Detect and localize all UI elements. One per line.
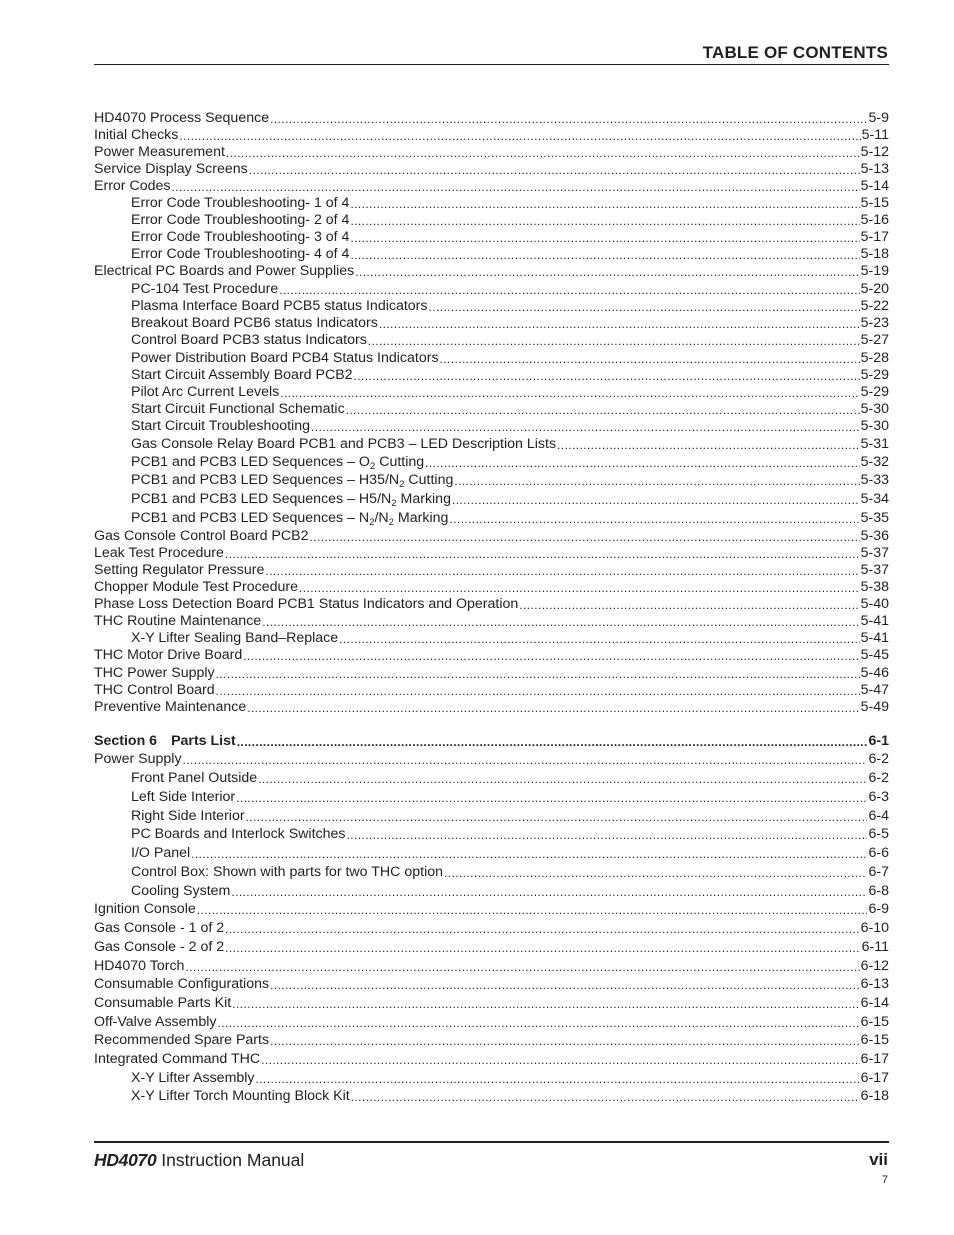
toc-entry-text: THC Motor Drive Board xyxy=(94,647,243,663)
toc-page-number: 5-14 xyxy=(860,178,889,194)
dot-leader xyxy=(256,1072,860,1086)
dot-leader xyxy=(191,847,867,861)
toc-page-number: 5-33 xyxy=(860,472,889,488)
toc-entry-title xyxy=(94,733,236,749)
toc-entry-title xyxy=(131,298,428,314)
toc-entry-text: Error Code Troubleshooting- 4 of 4 xyxy=(131,246,350,262)
toc-entry[interactable] xyxy=(94,611,889,629)
toc-entry-title xyxy=(94,579,298,595)
toc-page-number: 5-41 xyxy=(860,613,889,629)
toc-entry-text: PCB1 and PCB3 LED Sequences – O xyxy=(131,454,370,470)
toc-entry-text: Start Circuit Assembly Board PCB2 xyxy=(131,367,353,383)
toc-page-number: 5-13 xyxy=(860,161,889,177)
dot-leader xyxy=(339,632,859,646)
toc-page-number: 5-37 xyxy=(860,545,889,561)
toc-page-number: 5-12 xyxy=(860,144,889,160)
dot-leader xyxy=(258,772,867,786)
toc-entry-title xyxy=(94,682,215,698)
toc-page-number: 5-29 xyxy=(860,367,889,383)
toc-entry[interactable] xyxy=(94,680,889,698)
toc-entry-text: Gas Console - 1 of 2 xyxy=(94,920,225,936)
toc-page-number: 5-22 xyxy=(860,298,889,314)
dot-leader xyxy=(225,922,859,936)
toc-page-number: 5-20 xyxy=(860,281,889,297)
toc-page-number: 6-5 xyxy=(868,826,889,842)
toc-entry-title xyxy=(131,826,346,842)
dot-leader xyxy=(440,352,860,366)
toc-entry-title xyxy=(94,976,269,992)
toc-entry-title xyxy=(94,545,224,561)
toc-page-number: 5-46 xyxy=(860,665,889,681)
toc-entry-text: THC Routine Maintenance xyxy=(94,613,262,629)
toc-entry[interactable] xyxy=(94,749,889,767)
toc-entry-text: Power Supply xyxy=(94,751,182,767)
dot-leader xyxy=(280,386,859,400)
dot-leader xyxy=(311,420,860,434)
toc-entry-title xyxy=(94,1051,260,1067)
toc-page-number: 5-36 xyxy=(860,528,889,544)
toc-entry-title xyxy=(131,491,451,507)
toc-page-number: 5-32 xyxy=(860,454,889,470)
toc-entry[interactable] xyxy=(94,956,889,974)
toc-subentry[interactable] xyxy=(94,193,889,211)
page-header-title: TABLE OF CONTENTS xyxy=(702,43,888,62)
toc-entry-title xyxy=(94,665,215,681)
toc-entry[interactable] xyxy=(94,974,889,992)
toc-entry[interactable] xyxy=(94,937,889,955)
toc-entry-text: HD4070 Process Sequence xyxy=(94,110,270,126)
toc-entry-text: Front Panel Outside xyxy=(131,770,258,786)
toc-subentry[interactable] xyxy=(94,862,889,880)
toc-entry[interactable] xyxy=(94,993,889,1011)
toc-page-number: 5-9 xyxy=(868,110,889,126)
dot-leader xyxy=(270,978,860,992)
toc-page-number: 6-11 xyxy=(861,939,889,955)
toc-page-number: 5-30 xyxy=(860,401,889,417)
toc-page-number: 6-15 xyxy=(860,1032,889,1048)
toc-entry-text: PC Boards and Interlock Switches xyxy=(131,826,346,842)
toc-entry-text: Right Side Interior xyxy=(131,808,245,824)
toc-subentry[interactable] xyxy=(94,787,889,805)
dot-leader xyxy=(347,828,868,842)
toc-entry-text: Recommended Spare Parts xyxy=(94,1032,270,1048)
toc-subentry[interactable] xyxy=(94,452,889,470)
toc-entry-title xyxy=(131,195,349,211)
toc-subentry[interactable] xyxy=(94,628,889,646)
dot-leader xyxy=(449,512,859,526)
toc-page-number: 5-35 xyxy=(860,510,889,526)
toc-entry-text: Power Distribution Board PCB4 Status Indicators xyxy=(131,350,439,366)
toc-entry-text-cont: /N xyxy=(374,510,389,526)
dot-leader xyxy=(429,300,860,314)
toc-entry-title xyxy=(131,1070,255,1086)
dot-leader xyxy=(354,369,860,383)
dot-leader xyxy=(261,1053,859,1067)
toc-entry-title xyxy=(131,315,378,331)
toc-entry-text-cont: Cutting xyxy=(404,472,454,488)
toc-subentry[interactable] xyxy=(94,881,889,899)
dot-leader xyxy=(368,334,860,348)
toc-entry[interactable] xyxy=(94,261,889,279)
dot-leader xyxy=(236,791,867,805)
dot-leader xyxy=(216,667,860,681)
toc-page-number: 6-14 xyxy=(860,995,889,1011)
footer-manual-title xyxy=(94,1150,304,1171)
toc-entry-title xyxy=(94,958,184,974)
toc-page-number: 5-15 xyxy=(860,195,889,211)
dot-leader xyxy=(262,615,859,629)
toc-entry-title xyxy=(131,436,556,452)
toc-entry-text: THC Power Supply xyxy=(94,665,215,681)
toc-page-number: 5-38 xyxy=(860,579,889,595)
toc-entry-text: PCB1 and PCB3 LED Sequences – H35/N xyxy=(131,472,400,488)
toc-entry-text: Control Board PCB3 status Indicators xyxy=(131,332,367,348)
toc-page-number: 6-18 xyxy=(860,1088,889,1104)
toc-page-number: 5-37 xyxy=(860,562,889,578)
dot-leader xyxy=(185,960,859,974)
toc-subentry[interactable] xyxy=(94,313,889,331)
toc-entry-text: Chopper Module Test Procedure xyxy=(94,579,298,595)
dot-leader xyxy=(355,265,859,279)
toc-page-number: 6-15 xyxy=(860,1014,889,1030)
toc-entry-text: X-Y Lifter Sealing Band–Replace xyxy=(131,630,339,646)
toc-entry[interactable] xyxy=(94,577,889,595)
toc-page-number: 6-6 xyxy=(868,845,889,861)
toc-subentry[interactable] xyxy=(94,348,889,366)
toc-entry-text-cont: Marking xyxy=(393,510,449,526)
toc-entry[interactable] xyxy=(94,1030,889,1048)
toc-entry-text: Leak Test Procedure xyxy=(94,545,224,561)
toc-entry[interactable] xyxy=(94,1049,889,1067)
toc-entry[interactable] xyxy=(94,543,889,561)
toc-entry-title xyxy=(94,528,309,544)
toc-entry[interactable] xyxy=(94,663,889,681)
dot-leader xyxy=(454,474,859,488)
dot-leader xyxy=(519,598,859,612)
toc-entry-text: Start Circuit Troubleshooting xyxy=(131,418,311,434)
toc-entry-title xyxy=(131,883,230,899)
toc-page-number: 6-12 xyxy=(860,958,889,974)
toc-entry-title xyxy=(131,281,278,297)
toc-subentry[interactable] xyxy=(94,824,889,842)
dot-leader xyxy=(237,735,868,749)
toc-page-number: 6-10 xyxy=(860,920,889,936)
toc-subentry[interactable] xyxy=(94,227,889,245)
toc-entry-title xyxy=(131,510,448,526)
dot-leader xyxy=(231,885,867,899)
footer-divider xyxy=(94,1141,889,1143)
toc-entry-text: Error Code Troubleshooting- 1 of 4 xyxy=(131,195,350,211)
toc-entry-title xyxy=(131,212,349,228)
toc-entry-title xyxy=(131,401,345,417)
toc-page-number: 6-8 xyxy=(868,883,889,899)
toc-subentry[interactable] xyxy=(94,330,889,348)
toc-entry-text: Initial Checks xyxy=(94,127,179,143)
toc-entry-text: Start Circuit Functional Schematic xyxy=(131,401,345,417)
toc-page-number: 5-45 xyxy=(860,647,889,663)
toc-page-number: 5-41 xyxy=(860,630,889,646)
toc-section-heading[interactable] xyxy=(94,731,889,749)
dot-leader xyxy=(346,403,860,417)
toc-subentry[interactable] xyxy=(94,806,889,824)
dot-leader xyxy=(226,146,860,160)
toc-entry-title xyxy=(131,229,349,245)
toc-entry-text: Left Side Interior xyxy=(131,789,236,805)
toc-entry-text: Section 6 xyxy=(94,733,158,749)
toc-entry-title xyxy=(94,901,196,917)
toc-page-number: 6-17 xyxy=(860,1051,889,1067)
toc-entry-title xyxy=(94,263,354,279)
toc-page-number: 5-47 xyxy=(860,682,889,698)
toc-entry[interactable] xyxy=(94,899,889,917)
toc-entry[interactable] xyxy=(94,142,889,160)
toc-page-number: 5-19 xyxy=(860,263,889,279)
toc-entry-text: Integrated Command THC xyxy=(94,1051,261,1067)
toc-entry-text: Off-Valve Assembly xyxy=(94,1014,217,1030)
toc-page-number: 5-18 xyxy=(860,246,889,262)
toc-entry-text: Breakout Board PCB6 status Indicators xyxy=(131,315,378,331)
toc-entry-title xyxy=(131,472,453,488)
toc-entry-title xyxy=(131,770,257,786)
toc-page-number: 5-49 xyxy=(860,699,889,715)
dot-leader xyxy=(452,493,860,507)
subscript: 2 xyxy=(369,517,375,528)
subscript: 2 xyxy=(399,479,405,490)
toc-entry-text-cont: Marking xyxy=(396,491,451,507)
dot-leader xyxy=(249,163,860,177)
dot-leader xyxy=(246,810,868,824)
toc-page-number: 5-16 xyxy=(860,212,889,228)
dot-leader xyxy=(243,649,859,663)
dot-leader xyxy=(216,684,860,698)
dot-leader xyxy=(179,129,860,143)
toc-page-number: 5-29 xyxy=(860,384,889,400)
toc-entry-text: Power Measurement xyxy=(94,144,225,160)
subscript: 2 xyxy=(391,498,397,509)
toc-subentry[interactable] xyxy=(94,296,889,314)
toc-entry-title xyxy=(131,864,443,880)
footer-manual-label: Instruction Manual xyxy=(156,1150,305,1170)
toc-entry-title xyxy=(94,127,178,143)
toc-entry-text: Electrical PC Boards and Power Supplies xyxy=(94,263,355,279)
footer-page-number: 7 xyxy=(881,1174,888,1186)
toc-page-number: 5-23 xyxy=(860,315,889,331)
toc-entry-title xyxy=(94,920,224,936)
toc-entry-title xyxy=(94,751,182,767)
toc-entry-text: PCB1 and PCB3 LED Sequences – N xyxy=(131,510,370,526)
subscript: 2 xyxy=(369,461,376,472)
toc-entry-text: PCB1 and PCB3 LED Sequences – H5/N xyxy=(131,491,392,507)
toc-entry-title xyxy=(131,350,439,366)
toc-entry-title xyxy=(131,384,279,400)
dot-leader xyxy=(247,701,859,715)
toc-entry-title xyxy=(131,246,349,262)
toc-subentry[interactable] xyxy=(94,434,889,452)
toc-entry-title xyxy=(131,630,338,646)
toc-entry[interactable] xyxy=(94,159,889,177)
toc-subentry[interactable] xyxy=(94,399,889,417)
toc-page-number: 6-1 xyxy=(868,733,889,749)
toc-entry-title xyxy=(131,454,424,470)
toc-entry-title xyxy=(131,332,367,348)
toc-entry-text: Preventive Maintenance xyxy=(94,699,247,715)
toc-subentry[interactable] xyxy=(94,1068,889,1086)
dot-leader xyxy=(350,197,859,211)
toc-entry[interactable] xyxy=(94,560,889,578)
toc-entry-text: Setting Regulator Pressure xyxy=(94,562,265,578)
dot-leader xyxy=(350,231,859,245)
toc-page-number: 5-28 xyxy=(860,350,889,366)
toc-page-number: 6-2 xyxy=(868,751,889,767)
toc-subentry[interactable] xyxy=(94,416,889,434)
dot-leader xyxy=(310,530,860,544)
toc-entry[interactable] xyxy=(94,594,889,612)
toc-entry-title xyxy=(94,178,170,194)
toc-entry-title xyxy=(94,1032,269,1048)
toc-entry-text-cont: Cutting xyxy=(375,454,425,470)
toc-entry[interactable] xyxy=(94,918,889,936)
toc-entry-title xyxy=(94,1014,216,1030)
toc-entry[interactable] xyxy=(94,176,889,194)
toc-entry-title xyxy=(94,699,246,715)
toc-entry-title xyxy=(131,845,190,861)
toc-entry-text: Service Display Screens xyxy=(94,161,248,177)
toc-page-number: 6-13 xyxy=(860,976,889,992)
toc-entry-text: Pilot Arc Current Levels xyxy=(131,384,280,400)
toc-entry-title xyxy=(94,939,224,955)
toc-entry[interactable] xyxy=(94,697,889,715)
toc-entry-title xyxy=(94,144,225,160)
toc-entry-title xyxy=(94,596,518,612)
toc-entry-text: Plasma Interface Board PCB5 status Indicators xyxy=(131,298,428,314)
dot-leader xyxy=(270,1034,860,1048)
dot-leader xyxy=(299,581,860,595)
dot-leader xyxy=(270,112,867,126)
toc-entry-text: THC Control Board xyxy=(94,682,215,698)
toc-subentry[interactable] xyxy=(94,244,889,262)
toc-subentry[interactable] xyxy=(94,489,889,507)
dot-leader xyxy=(265,564,859,578)
toc-subentry[interactable] xyxy=(94,210,889,228)
toc-entry-text: Error Code Troubleshooting- 2 of 4 xyxy=(131,212,350,228)
toc-subentry[interactable] xyxy=(94,843,889,861)
dot-leader xyxy=(444,866,867,880)
toc-entry-text: PC-104 Test Procedure xyxy=(131,281,279,297)
toc-entry-title xyxy=(131,418,310,434)
section-name: Parts List xyxy=(171,733,236,749)
toc-entry-title xyxy=(131,1088,350,1104)
toc-entry-text: X-Y Lifter Assembly xyxy=(131,1070,255,1086)
toc-entry-text: Control Box: Shown with parts for two THC option xyxy=(131,864,444,880)
toc-page-number: 6-17 xyxy=(860,1070,889,1086)
toc-entry[interactable] xyxy=(94,1012,889,1030)
toc-entry-title xyxy=(131,367,353,383)
toc-entry-text: Error Codes xyxy=(94,178,171,194)
toc-entry-text: Consumable Configurations xyxy=(94,976,270,992)
dot-leader xyxy=(379,317,860,331)
toc-subentry[interactable] xyxy=(94,470,889,488)
toc-entry-text: X-Y Lifter Torch Mounting Block Kit xyxy=(131,1088,350,1104)
toc-entry-text: Gas Console Control Board PCB2 xyxy=(94,528,309,544)
toc-entry-text: Phase Loss Detection Board PCB1 Status Indicators and Operation xyxy=(94,596,519,612)
toc-entry-text: Consumable Parts Kit xyxy=(94,995,232,1011)
toc-page-number: 5-27 xyxy=(860,332,889,348)
toc-subentry[interactable] xyxy=(94,382,889,400)
footer-page-label: vii xyxy=(869,1150,888,1169)
dot-leader xyxy=(225,547,860,561)
toc-page-number: 5-17 xyxy=(860,229,889,245)
toc-entry-title xyxy=(94,613,261,629)
dot-leader xyxy=(279,283,859,297)
footer-brand: HD4070 xyxy=(94,1150,157,1170)
toc-page-number: 5-11 xyxy=(861,127,889,143)
dot-leader xyxy=(557,438,860,452)
toc-entry[interactable] xyxy=(94,645,889,663)
toc-page-number: 5-31 xyxy=(860,436,889,452)
dot-leader xyxy=(350,214,859,228)
dot-leader xyxy=(351,1090,860,1104)
toc-entry-text: Error Code Troubleshooting- 3 of 4 xyxy=(131,229,350,245)
toc-subentry[interactable] xyxy=(94,1086,889,1104)
toc-entry-title xyxy=(94,110,269,126)
toc-subentry[interactable] xyxy=(94,279,889,297)
toc-entry-text: Gas Console - 2 of 2 xyxy=(94,939,225,955)
toc-page-number: 5-40 xyxy=(860,596,889,612)
toc-entry-text: I/O Panel xyxy=(131,845,191,861)
dot-leader xyxy=(171,180,859,194)
toc-entry-text: Cooling System xyxy=(131,883,231,899)
toc-page-number: 6-4 xyxy=(868,808,889,824)
toc-subentry[interactable] xyxy=(94,508,889,526)
dot-leader xyxy=(232,997,859,1011)
toc-entry-text: Ignition Console xyxy=(94,901,196,917)
toc-entry-text: HD4070 Torch xyxy=(94,958,185,974)
toc-entry-title xyxy=(131,789,235,805)
toc-entry-title xyxy=(94,562,264,578)
toc-entry-title xyxy=(131,808,245,824)
dot-leader xyxy=(225,941,861,955)
toc-subentry[interactable] xyxy=(94,768,889,786)
toc-entry-title xyxy=(94,647,242,663)
toc-page-number: 6-2 xyxy=(868,770,889,786)
dot-leader xyxy=(217,1016,859,1030)
toc-entry[interactable] xyxy=(94,125,889,143)
toc-entry-title xyxy=(94,161,248,177)
toc-page-number: 6-7 xyxy=(868,864,889,880)
header-divider xyxy=(94,64,889,65)
toc-page-number: 5-34 xyxy=(860,491,889,507)
dot-leader xyxy=(425,456,859,470)
dot-leader xyxy=(197,903,868,917)
toc-entry[interactable] xyxy=(94,108,889,126)
toc-page-number: 6-9 xyxy=(868,901,889,917)
dot-leader xyxy=(183,753,868,767)
dot-leader xyxy=(350,248,859,262)
toc-entry[interactable] xyxy=(94,526,889,544)
toc-entry-text: Gas Console Relay Board PCB1 and PCB3 – LED Description Lists xyxy=(131,436,557,452)
toc-page-number: 5-30 xyxy=(860,418,889,434)
subscript: 2 xyxy=(388,517,394,528)
toc-page-number: 6-3 xyxy=(868,789,889,805)
toc-entry-title xyxy=(94,995,231,1011)
toc-subentry[interactable] xyxy=(94,365,889,383)
